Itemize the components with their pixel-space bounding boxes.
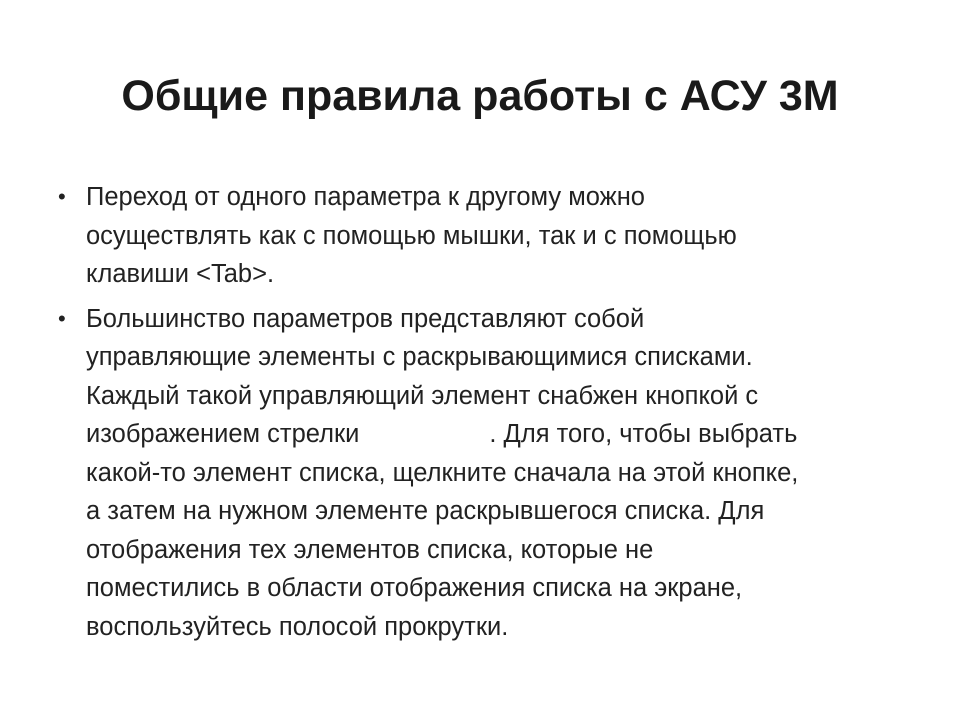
bullet-text-segment: изображением стрелки [86, 420, 360, 448]
arrow-button-image-placeholder [359, 422, 489, 442]
bullet-text-segment: . Для того, чтобы выбрать [489, 420, 798, 448]
bullet-text-line: Переход от одного параметра к другому можно [86, 183, 645, 211]
bullet-icon: • [58, 184, 66, 209]
bullet-text-line: отображения тех элементов списка, которые не [86, 535, 654, 564]
slide-title: Общие правила работы с АСУ 3М [121, 72, 839, 120]
bullet-text-line [86, 415, 908, 454]
bullet-item [58, 178, 908, 294]
bullet-text-line: воспользуйтесь полосой прокрутки. [86, 612, 509, 641]
bullet-text-line: а затем на нужном элементе раскрывшегося списка. Для [86, 497, 765, 525]
bullet-text-line: поместились в области отображения списка на экране, [86, 574, 743, 602]
bullet-icon: • [58, 305, 66, 331]
bullet-text-line: Каждый такой управляющий элемент снабжен кнопкой с [86, 381, 759, 410]
bullet-text-line: осуществлять как с помощью мышки, так и с помощью [86, 221, 737, 250]
bullet-text-line: Большинство параметров представляют собой [86, 304, 645, 333]
bullet-text-line: какой-то элемент списка, щелкните сначала на этой кнопке, [86, 458, 799, 487]
bullet-list [58, 178, 908, 652]
bullet-text-line: управляющие элементы с раскрывающимися списками. [86, 343, 753, 371]
bullet-item [58, 300, 908, 647]
bullet-text-line: клавиши <Tab>. [86, 260, 275, 288]
